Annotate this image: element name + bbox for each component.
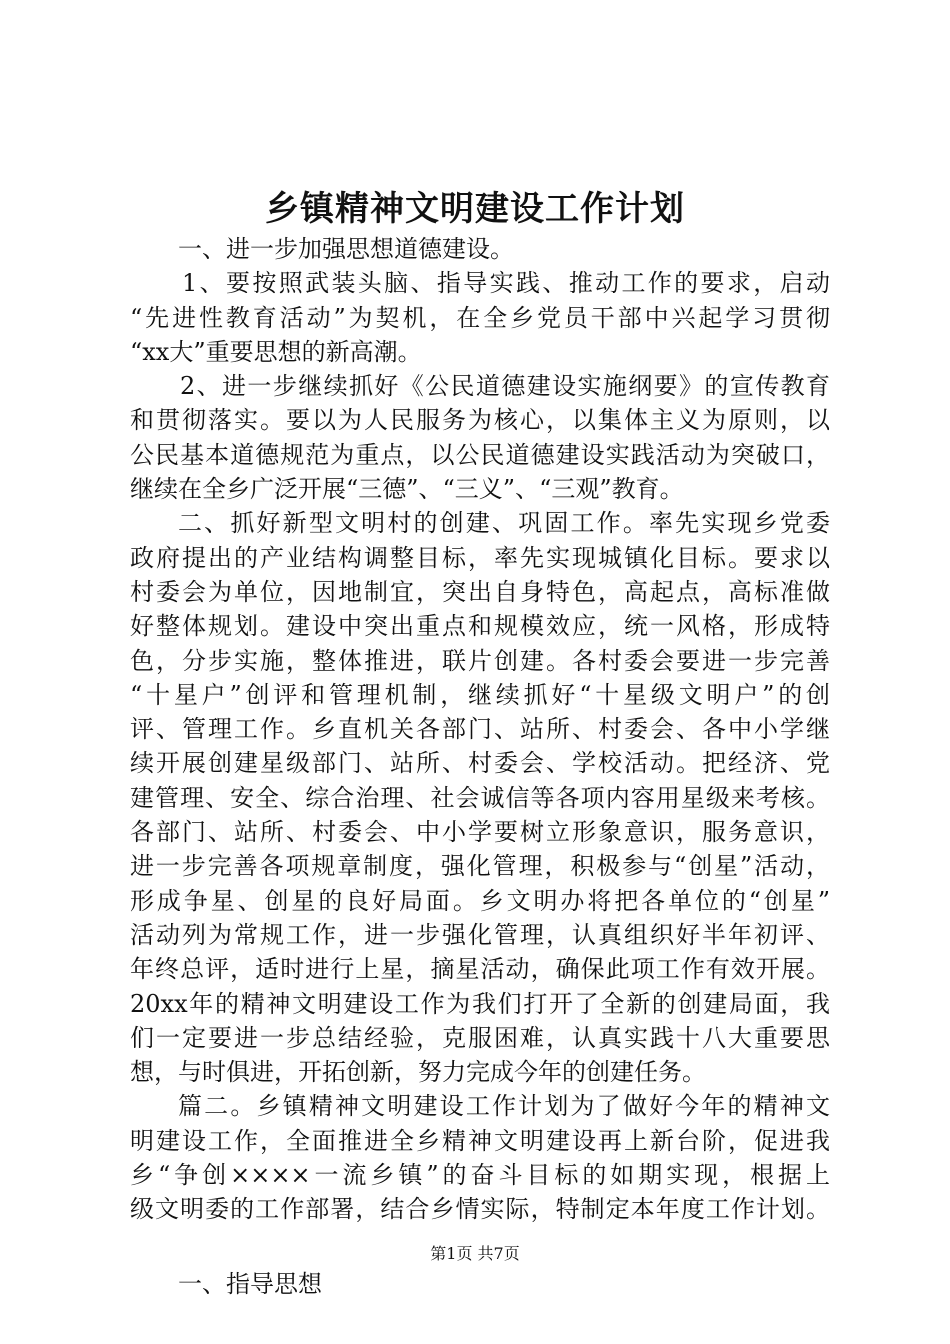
- paragraph-line: 进一步完善各项规章制度，强化管理，积极参与“创星”活动，: [130, 852, 830, 881]
- paragraph-line: “xx大”重要思想的新高潮。: [130, 337, 422, 366]
- paragraph-line: “先进性教育活动”为契机，在全乡党员干部中兴起学习贯彻: [130, 303, 830, 332]
- paragraph-line: 村委会为单位，因地制宜，突出自身特色，高起点，高标准做: [130, 577, 830, 606]
- paragraph-line: 色，分步实施，整体推进，联片创建。各村委会要进一步完善: [130, 646, 830, 675]
- paragraph-line: 明建设工作，全面推进全乡精神文明建设再上新台阶，促进我: [130, 1126, 830, 1155]
- paragraph-line: 好整体规划。建设中突出重点和规模效应，统一风格，形成特: [130, 612, 830, 641]
- section-heading: 一、进一步加强思想道德建设。: [178, 235, 514, 263]
- document-body: [130, 232, 830, 1301]
- paragraph-line: 2、进一步继续抓好《公民道德建设实施纲要》的宣传教育: [180, 372, 830, 401]
- paragraph-line: 二、抓好新型文明村的创建、巩固工作。率先实现乡党委: [178, 509, 830, 538]
- paragraph-line: 评、管理工作。乡直机关各部门、站所、村委会、各中小学继: [130, 715, 830, 744]
- paragraph-line: 级文明委的工作部署，结合乡情实际，特制定本年度工作计划。: [130, 1195, 830, 1224]
- paragraph-line: 续开展创建星级部门、站所、村委会、学校活动。把经济、党: [130, 749, 830, 778]
- page-number-footer: 第1页 共7页: [430, 1244, 520, 1263]
- paragraph-line: 活动列为常规工作，进一步强化管理，认真组织好半年初评、: [130, 920, 830, 949]
- section-heading: 一、指导思想: [178, 1269, 322, 1298]
- paragraph-line: 乡“争创××××一流乡镇”的奋斗目标的如期实现，根据上: [130, 1161, 830, 1190]
- paragraph-line: 和贯彻落实。要以为人民服务为核心，以集体主义为原则，以: [130, 406, 830, 435]
- paragraph-line: 形成争星、创星的良好局面。乡文明办将把各单位的“创星”: [130, 886, 830, 915]
- paragraph-line: 们一定要进一步总结经验，克服困难，认真实践十八大重要思: [130, 1023, 830, 1052]
- paragraph-line: 公民基本道德规范为重点，以公民道德建设实践活动为突破口，: [130, 440, 830, 469]
- paragraph-line: 篇二。乡镇精神文明建设工作计划为了做好今年的精神文: [178, 1092, 830, 1121]
- document-title: 乡镇精神文明建设工作计划: [265, 189, 685, 229]
- paragraph-line: 建管理、安全、综合治理、社会诚信等各项内容用星级来考核。: [130, 783, 830, 812]
- paragraph-line: 年终总评，适时进行上星，摘星活动，确保此项工作有效开展。: [130, 955, 830, 984]
- paragraph-line: “十星户”创评和管理机制，继续抓好“十星级文明户”的创: [130, 680, 830, 709]
- paragraph-line: 各部门、站所、村委会、中小学要树立形象意识，服务意识，: [130, 818, 830, 847]
- paragraph-line: 想，与时俱进，开拓创新，努力完成今年的创建任务。: [130, 1058, 706, 1087]
- paragraph-line: 1、要按照武装头脑、指导实践、推动工作的要求，启动: [182, 269, 830, 298]
- paragraph-line: 20xx年的精神文明建设工作为我们打开了全新的创建局面，我: [130, 989, 830, 1018]
- paragraph-line: 继续在全乡广泛开展“三德”、“三义”、“三观”教育。: [130, 475, 684, 504]
- paragraph-line: 政府提出的产业结构调整目标，率先实现城镇化目标。要求以: [130, 543, 830, 572]
